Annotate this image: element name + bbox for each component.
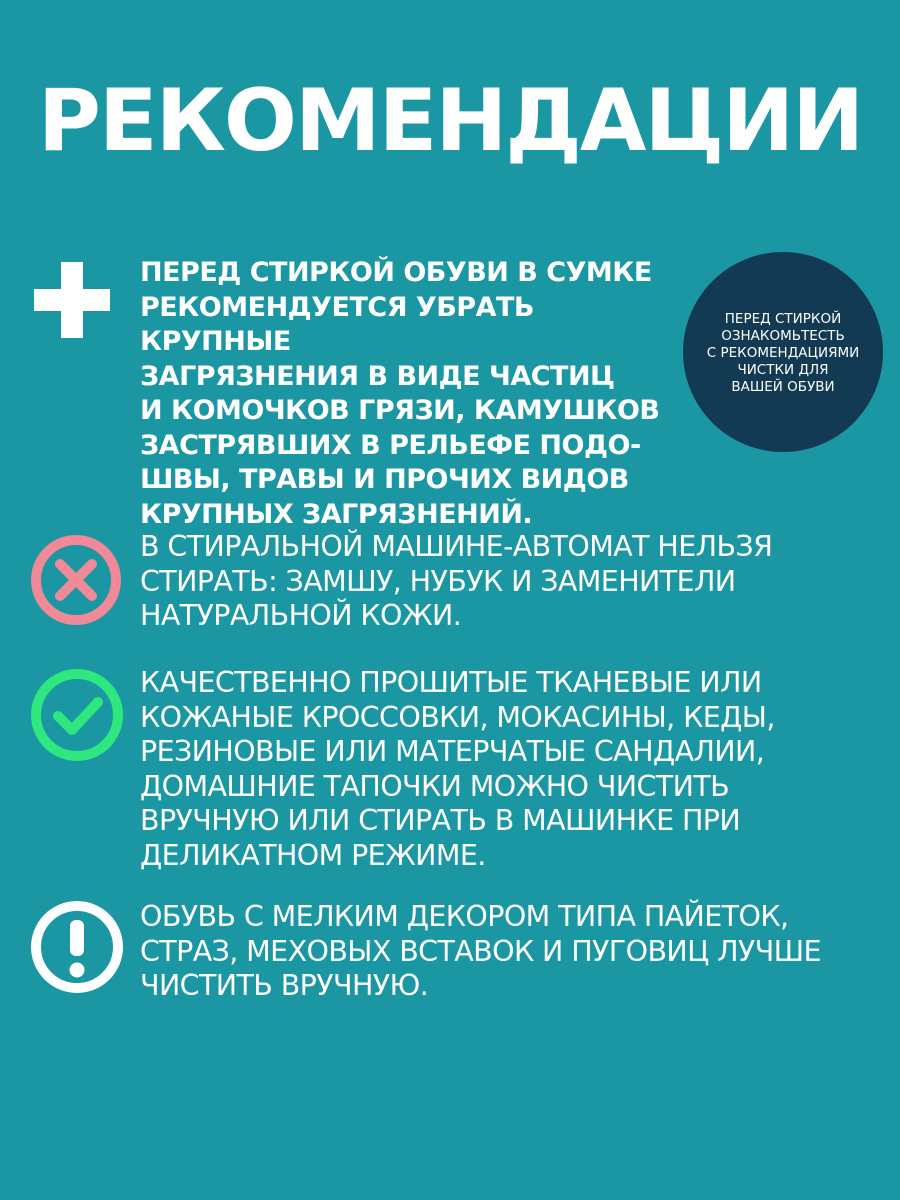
recommendation-text: В СТИРАЛЬНОЙ МАШИНЕ-АВТОМАТ НЕЛЬЗЯ СТИРАТЬ: ЗАМШУ, НУБУК И ЗАМЕНИТЕЛИ НАТУРАЛЬНОЙ КОЖИ. [140,530,773,632]
exclamation-circle-icon [30,900,124,994]
badge-text: ПЕРЕД СТИРКОЙ ОЗНАКОМЬТЕСТЬ С РЕКОМЕНДАЦИЯМИ ЧИСТКИ ДЛЯ ВАШЕЙ ОБУВИ [706,310,860,395]
page-title: РЕКОМЕНДАЦИИ [37,71,863,171]
plus-icon [34,262,110,338]
info-badge [683,252,883,452]
check-circle-icon [30,668,124,762]
cross-circle-icon [30,534,122,626]
recommendation-text: ОБУВЬ С МЕЛКИМ ДЕКОРОМ ТИПА ПАЙЕТОК, СТРАЗ, МЕХОВЫХ ВСТАВОК И ПУГОВИЦ ЛУЧШЕ ЧИСТИТЬ ВРУЧНУЮ. [140,900,821,1002]
recommendation-text: КАЧЕСТВЕННО ПРОШИТЫЕ ТКАНЕВЫЕ ИЛИ КОЖАНЫЕ КРОССОВКИ, МОКАСИНЫ, КЕДЫ, РЕЗИНОВЫЕ ИЛИ МАТЕРЧАТЫЕ САНДАЛИИ, ДОМАШНИЕ ТАПОЧКИ МОЖНО ЧИСТИТЬ ВРУЧНУЮ ИЛИ СТИРАТЬ В МАШИНКЕ ПРИ ДЕЛИКАТНОМ РЕЖИМЕ. [140,666,775,872]
recommendation-text: ПЕРЕД СТИРКОЙ ОБУВИ В СУМКЕ РЕКОМЕНДУЕТСЯ УБРАТЬ КРУПНЫЕ ЗАГРЯЗНЕНИЯ В ВИДЕ ЧАСТИЦ И КОМОЧКОВ ГРЯЗИ, КАМУШКОВ ЗАСТРЯВШИХ В РЕЛЬЕФЕ ПОДО- ШВЫ, ТРАВЫ И ПРОЧИХ ВИДОВ КРУПНЫХ ЗАГРЯЗНЕНИЙ. [140,257,660,530]
